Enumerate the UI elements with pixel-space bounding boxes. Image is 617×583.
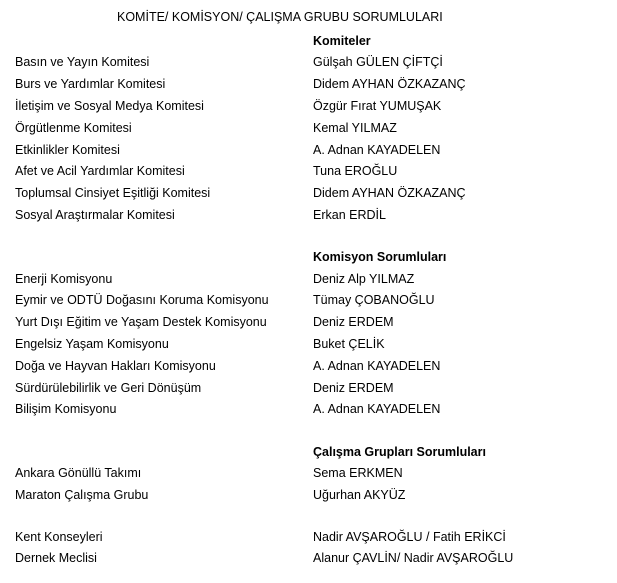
commission-person: Deniz ERDEM (313, 315, 394, 329)
council-name: Kent Konseyleri (15, 530, 103, 544)
working-group-name: Maraton Çalışma Grubu (15, 488, 149, 502)
commission-name: Eymir ve ODTÜ Doğasını Koruma Komisyonu (15, 293, 269, 307)
council-person: Alanur ÇAVLİN/ Nadir AVŞAROĞLU (313, 551, 514, 565)
commission-name: Doğa ve Hayvan Hakları Komisyonu (15, 359, 216, 373)
working-group-name: Ankara Gönüllü Takımı (15, 466, 142, 480)
committees-heading: Komiteler (313, 34, 371, 48)
committee-person: Erkan ERDİL (313, 208, 386, 222)
council-name: Dernek Meclisi (15, 551, 97, 565)
committee-name: Örgütlenme Komitesi (15, 121, 132, 135)
committee-name: Burs ve Yardımlar Komitesi (15, 77, 166, 91)
committee-name: Sosyal Araştırmalar Komitesi (15, 208, 175, 222)
commission-person: Buket ÇELİK (313, 337, 385, 351)
commission-person: A. Adnan KAYADELEN (313, 402, 441, 416)
committee-person: Tuna EROĞLU (313, 164, 398, 178)
working-groups-heading: Çalışma Grupları Sorumluları (313, 445, 486, 459)
working-group-person: Uğurhan AKYÜZ (313, 488, 406, 502)
commission-name: Engelsiz Yaşam Komisyonu (15, 337, 169, 351)
working-group-person: Sema ERKMEN (313, 466, 403, 480)
committee-name: İletişim ve Sosyal Medya Komitesi (15, 99, 204, 113)
commission-person: Deniz Alp YILMAZ (313, 272, 415, 286)
committee-name: Toplumsal Cinsiyet Eşitliği Komitesi (15, 186, 211, 200)
commission-person: Tümay ÇOBANOĞLU (313, 293, 435, 307)
committee-person: Özgür Fırat YUMUŞAK (313, 99, 442, 113)
committee-person: Didem AYHAN ÖZKAZANÇ (313, 77, 466, 91)
commission-name: Yurt Dışı Eğitim ve Yaşam Destek Komisyonu (15, 315, 267, 329)
committee-name: Afet ve Acil Yardımlar Komitesi (15, 164, 185, 178)
committee-person: Didem AYHAN ÖZKAZANÇ (313, 186, 466, 200)
committee-name: Basın ve Yayın Komitesi (15, 55, 150, 69)
commission-person: Deniz ERDEM (313, 381, 394, 395)
commission-name: Bilişim Komisyonu (15, 402, 117, 416)
commissions-heading: Komisyon Sorumluları (313, 250, 447, 264)
page-title: KOMİTE/ KOMİSYON/ ÇALIŞMA GRUBU SORUMLULARI (117, 10, 443, 24)
commission-name: Enerji Komisyonu (15, 272, 113, 286)
committee-person: Kemal YILMAZ (313, 121, 397, 135)
committee-person: Gülşah GÜLEN ÇİFTÇİ (313, 55, 443, 69)
committee-name: Etkinlikler Komitesi (15, 143, 120, 157)
committee-person: A. Adnan KAYADELEN (313, 143, 441, 157)
commission-name: Sürdürülebilirlik ve Geri Dönüşüm (15, 381, 202, 395)
commission-person: A. Adnan KAYADELEN (313, 359, 441, 373)
council-person: Nadir AVŞAROĞLU / Fatih ERİKCİ (313, 530, 506, 544)
